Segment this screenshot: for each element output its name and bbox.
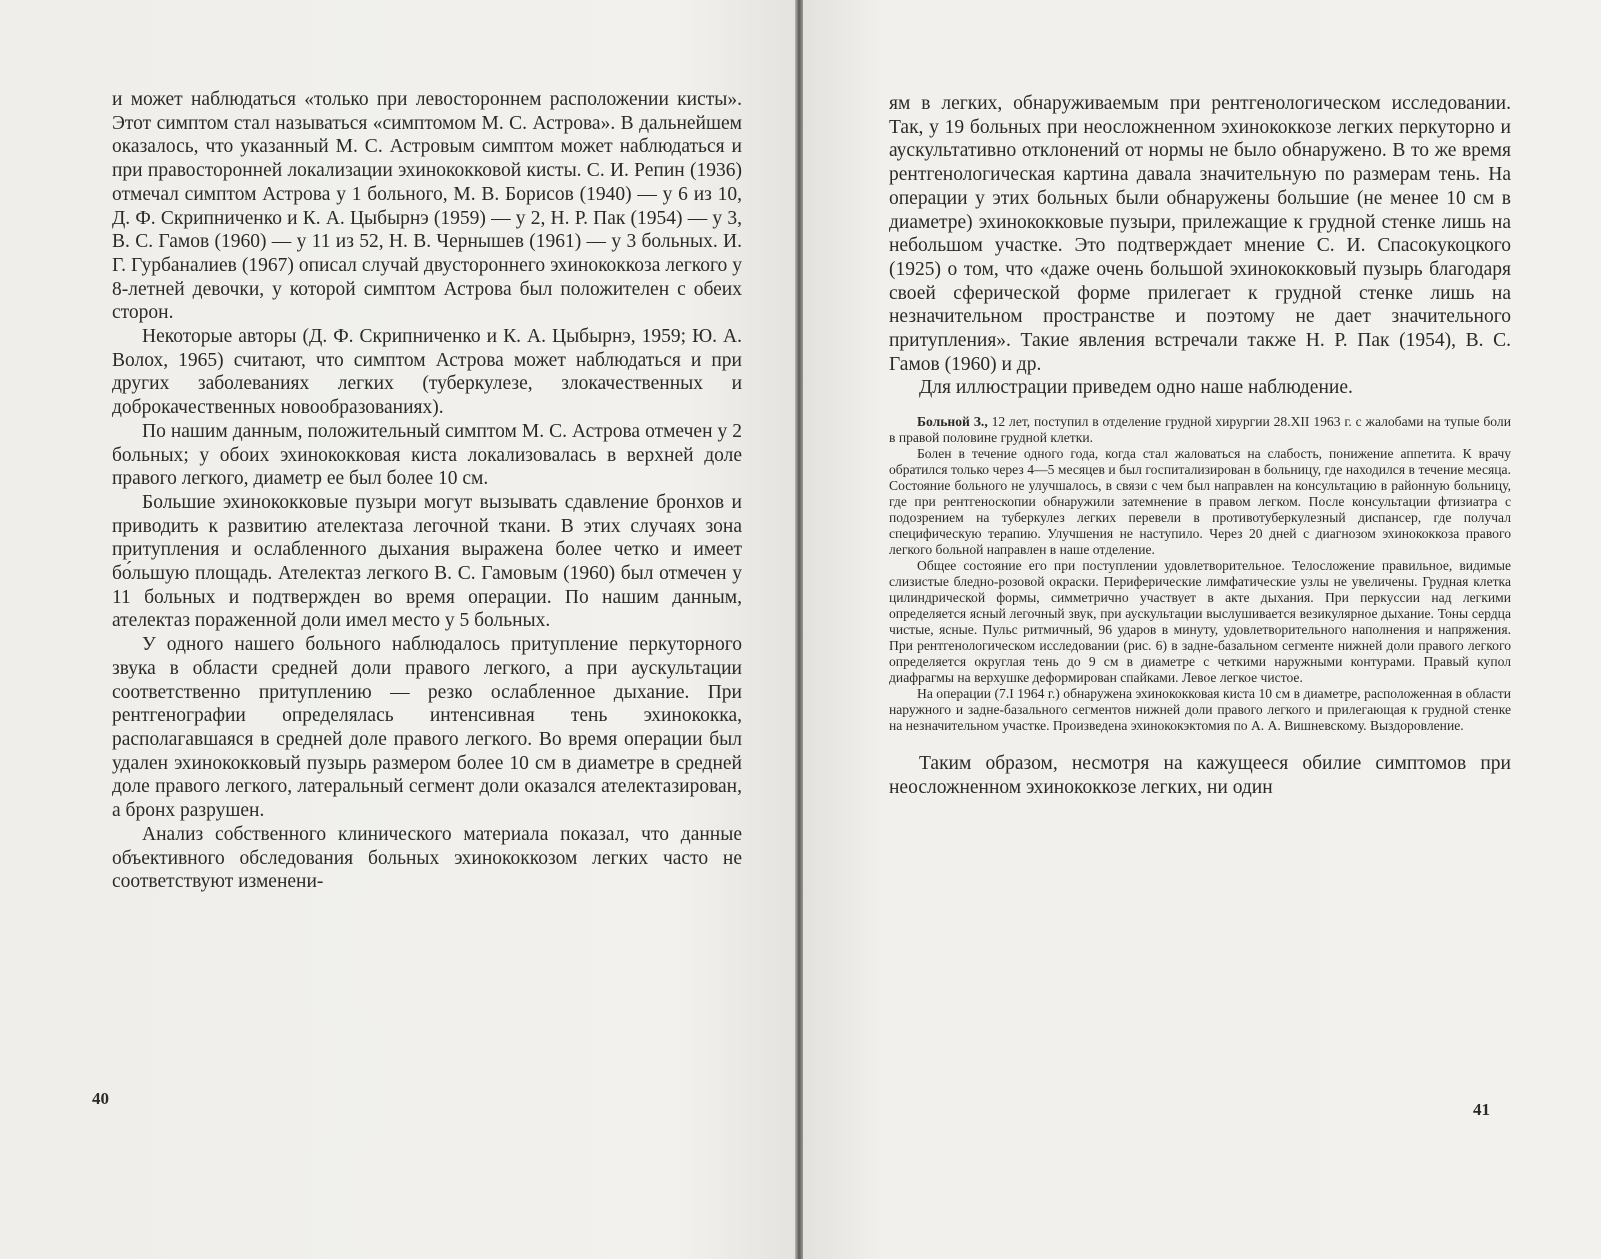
page-number-left: 40 [92, 1089, 109, 1108]
paragraph: Большие эхинококковые пузыри могут вызывать сдавление бронхов и приводить к развитию ателектаза легочной ткани. В этих случаях зона притупления и ослабленного дыхания выражена более четко и имеет бо́льшую площадь. Ателектаз легкого В. С. Гамовым (1960) был отмечен у 11 больных и подтвержден во время операции. По нашим данным, ателектаз пораженной доли имел место у 5 больных. [112, 491, 742, 632]
book-gutter [795, 0, 803, 1259]
right-page-body [889, 92, 1511, 800]
paragraph: Некоторые авторы (Д. Ф. Скрипниченко и К. А. Цыбырнэ, 1959; Ю. А. Волох, 1965) считают, что симптом Астрова может наблюдаться и при других заболеваниях легких (туберкулезе, злокачественных и доброкачественных новообразованиях). [112, 326, 742, 419]
paragraph: и может наблюдаться «только при левостороннем расположении кисты». Этот симптом стал называться «симптомом М. С. Астрова». В дальнейшем оказалось, что указанный М. С. Астровым симптом может наблюдаться и при правосторонней локализации эхинококковой кисты. С. И. Репин (1936) отмечал симптом Астрова у 1 больного, М. В. Борисов (1940) — у 6 из 10, Д. Ф. Скрипниченко и К. А. Цыбырнэ (1959) — у 2, Н. Р. Пак (1954) — у 3, В. С. Гамов (1960) — у 11 из 52, Н. В. Чернышев (1961) — у 3 больных. И. Г. Гурбаналиев (1967) описал случай двустороннего эхинококкоза легкого у 8-летней девочки, у которой симптом Астрова был положителен с обеих сторон. [112, 89, 742, 324]
page-number-right: 41 [1473, 1100, 1490, 1119]
paragraph: Анализ собственного клинического материала показал, что данные объективного обследования больных эхинококкозом легких часто не соответствуют изменени- [112, 823, 742, 893]
paragraph: Таким образом, несмотря на кажущееся обилие симптомов при неосложненном эхинококкозе легких, ни один [889, 753, 1511, 798]
case-patient-name: Больной З., [917, 414, 988, 430]
left-page-body [112, 88, 742, 894]
paragraph: По нашим данным, положительный симптом М. С. Астрова отмечен у 2 больных; у обоих эхинококковая киста локализовалась в верхней доле правого легкого, диаметр ее был более 10 см. [112, 420, 742, 490]
paragraph: У одного нашего больного наблюдалось притупление перкуторного звука в области средней доли правого легкого, а при аускультации соответственно притуплению — резко ослабленное дыхание. При рентгенографии определялась интенсивная тень эхинококка, располагавшаяся в средней доле правого легкого. Во время операции был удален эхинококковый пузырь размером более 10 см в диаметре в средней доле правого легкого, латеральный сегмент доли оказался ателектазирован, а бронх разрушен. [112, 634, 742, 822]
paragraph: ям в легких, обнаруживаемым при рентгенологическом исследовании. Так, у 19 больных при неосложненном эхинококкозе легких перкуторно и аускультативно отклонений от нормы не было обнаружено. В то же время рентгенологическая картина давала значительную по размерам тень. На операции у этих больных были обнаружены большие (не менее 10 см в диаметре) эхинококковые пузыри, прилежащие к грудной стенке лишь на небольшом участке. Это подтверждает мнение С. И. Спасокукоцкого (1925) о том, что «даже очень большой эхинококковый пузырь благодаря своей сферической форме прилегает к грудной стенке лишь на незначительном пространстве и поэтому не дает значительного притупления». Такие явления встречали также Н. Р. Пак (1954), В. С. Гамов (1960) и др. [889, 93, 1511, 375]
case-paragraph: На операции (7.I 1964 г.) обнаружена эхинококковая киста 10 см в диаметре, расположенная в области наружного и задне-базального сегментов нижней доли правого легкого и прилегающая к грудной стенке на незначительном участке. Произведена эхинококэктомия по А. А. Вишневскому. Выздоровление. [889, 686, 1511, 734]
case-intro [889, 414, 1511, 446]
case-report [889, 414, 1511, 734]
case-intro-text: 12 лет, поступил в отделение грудной хирургии 28.XII 1963 г. с жалобами на тупые боли в правой половине грудной клетки. [889, 414, 1511, 446]
right-page [803, 0, 1601, 1259]
paragraph: Для иллюстрации приведем одно наше наблюдение. [919, 377, 1353, 399]
left-page [0, 0, 795, 1259]
case-paragraph: Общее состояние его при поступлении удовлетворительное. Телосложение правильное, видимые слизистые бледно-розовой окраски. Периферические лимфатические узлы не увеличены. Грудная клетка цилиндрической формы, симметрично участвует в акте дыхания. При перкуссии над легкими определяется ясный легочный звук, при аускультации выслушивается везикулярное дыхание. Тоны сердца чистые, ясные. Пульс ритмичный, 96 ударов в минуту, удовлетворительного наполнения и напряжения. При рентгенологическом исследовании (рис. 6) в задне-базальном сегменте нижней доли правого легкого определяется округлая тень до 9 см в диаметре с четкими наружными контурами. Правый купол диафрагмы на верхушке деформирован спайками. Левое легкое чистое. [889, 558, 1511, 686]
case-paragraph: Болен в течение одного года, когда стал жаловаться на слабость, понижение аппетита. К врачу обратился только через 4—5 месяцев и был госпитализирован в больницу, где находился в течение месяца. Состояние больного не улучшалось, в связи с чем был направлен на консультацию в районную больницу, где при рентгеноскопии обнаружили затемнение в правом легком. После консультации фтизиатра с подозрением на туберкулез легких перевели в противотуберкулезный диспансер, где получал специфическую терапию. Улучшения не наступило. Через 20 дней с диагнозом эхинококкоза правого легкого больной направлен в наше отделение. [889, 446, 1511, 558]
